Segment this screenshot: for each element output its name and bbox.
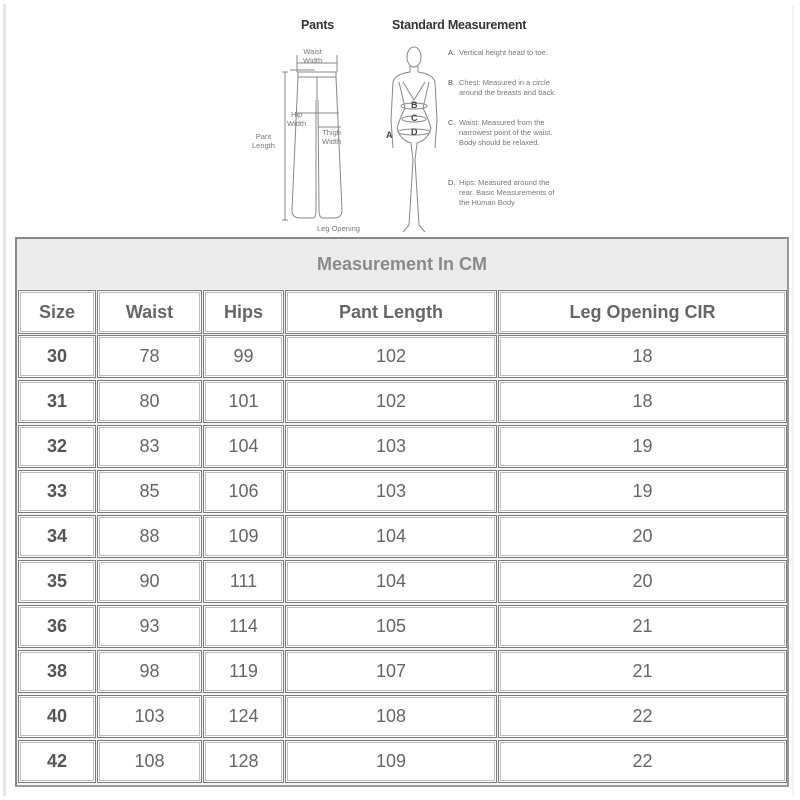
table-cell: 102: [285, 380, 497, 423]
size-cell: 35: [18, 560, 96, 603]
column-header: Pant Length: [285, 290, 497, 334]
table-cell: 19: [498, 425, 787, 468]
table-cell: 111: [203, 560, 284, 603]
marker-a: A: [386, 130, 393, 140]
size-cell: 33: [18, 470, 96, 513]
table-cell: 98: [97, 650, 202, 693]
size-cell: 32: [18, 425, 96, 468]
table-cell: 85: [97, 470, 202, 513]
standard-measurement-title: Standard Measurement: [392, 18, 527, 32]
pant-length-label: Pant Length: [252, 132, 275, 150]
waist-width-label: Waist Width: [303, 47, 323, 65]
marker-b: B: [411, 100, 418, 110]
table-cell: 105: [285, 605, 497, 648]
size-chart-table: [15, 237, 789, 787]
column-header: Hips: [203, 290, 284, 334]
table-cell: 99: [203, 335, 284, 378]
column-header: Leg Opening CIR: [498, 290, 787, 334]
leg-opening-label: Leg Opening: [317, 224, 360, 233]
body-figure-icon: [391, 47, 437, 232]
table-cell: 104: [285, 515, 497, 558]
table-cell: 101: [203, 380, 284, 423]
note-a: A. Vertical height head to toe.: [448, 48, 548, 57]
size-cell: 30: [18, 335, 96, 378]
table-cell: 124: [203, 695, 284, 738]
marker-d: D: [411, 127, 418, 137]
table-cell: 19: [498, 470, 787, 513]
table-cell: 103: [285, 470, 497, 513]
measurement-diagram: [245, 10, 565, 238]
table-cell: 21: [498, 650, 787, 693]
marker-c: C: [411, 113, 418, 123]
hip-width-label: Hip Width: [287, 110, 307, 128]
size-cell: 42: [18, 740, 96, 783]
pants-title: Pants: [301, 18, 335, 32]
column-header: Size: [18, 290, 96, 334]
table-cell: 108: [97, 740, 202, 783]
size-cell: 34: [18, 515, 96, 558]
table-cell: 78: [97, 335, 202, 378]
table-title: Measurement In CM: [17, 239, 787, 289]
table-cell: 103: [285, 425, 497, 468]
size-cell: 38: [18, 650, 96, 693]
note-d: D. Hips: Measured around the rear. Basic Measurements of the Human Body: [448, 178, 555, 207]
right-edge-rule: [792, 6, 794, 796]
left-edge-rule: [3, 4, 6, 796]
table-cell: 83: [97, 425, 202, 468]
table-cell: 20: [498, 560, 787, 603]
table-cell: 22: [498, 695, 787, 738]
table-cell: 93: [97, 605, 202, 648]
table-cell: 90: [97, 560, 202, 603]
thigh-width-label: Thigh Width: [322, 128, 342, 146]
table-cell: 108: [285, 695, 497, 738]
size-cell: 31: [18, 380, 96, 423]
table-cell: 128: [203, 740, 284, 783]
table-cell: 109: [285, 740, 497, 783]
table-cell: 102: [285, 335, 497, 378]
column-header: Waist: [97, 290, 202, 334]
table-cell: 114: [203, 605, 284, 648]
table-cell: 107: [285, 650, 497, 693]
note-b: B. Chest: Measured in a circle around the breasts and back.: [448, 78, 557, 97]
table-cell: 18: [498, 335, 787, 378]
table-cell: 21: [498, 605, 787, 648]
table-cell: 18: [498, 380, 787, 423]
size-cell: 36: [18, 605, 96, 648]
table-cell: 106: [203, 470, 284, 513]
table-cell: 119: [203, 650, 284, 693]
table-cell: 109: [203, 515, 284, 558]
table-cell: 20: [498, 515, 787, 558]
table-cell: 22: [498, 740, 787, 783]
table-cell: 88: [97, 515, 202, 558]
table-cell: 104: [203, 425, 284, 468]
size-cell: 40: [18, 695, 96, 738]
table-cell: 104: [285, 560, 497, 603]
table-cell: 80: [97, 380, 202, 423]
table-cell: 103: [97, 695, 202, 738]
note-c: C. Waist: Measured from the narrowest point of the waist. Body should be relaxed.: [448, 118, 553, 147]
